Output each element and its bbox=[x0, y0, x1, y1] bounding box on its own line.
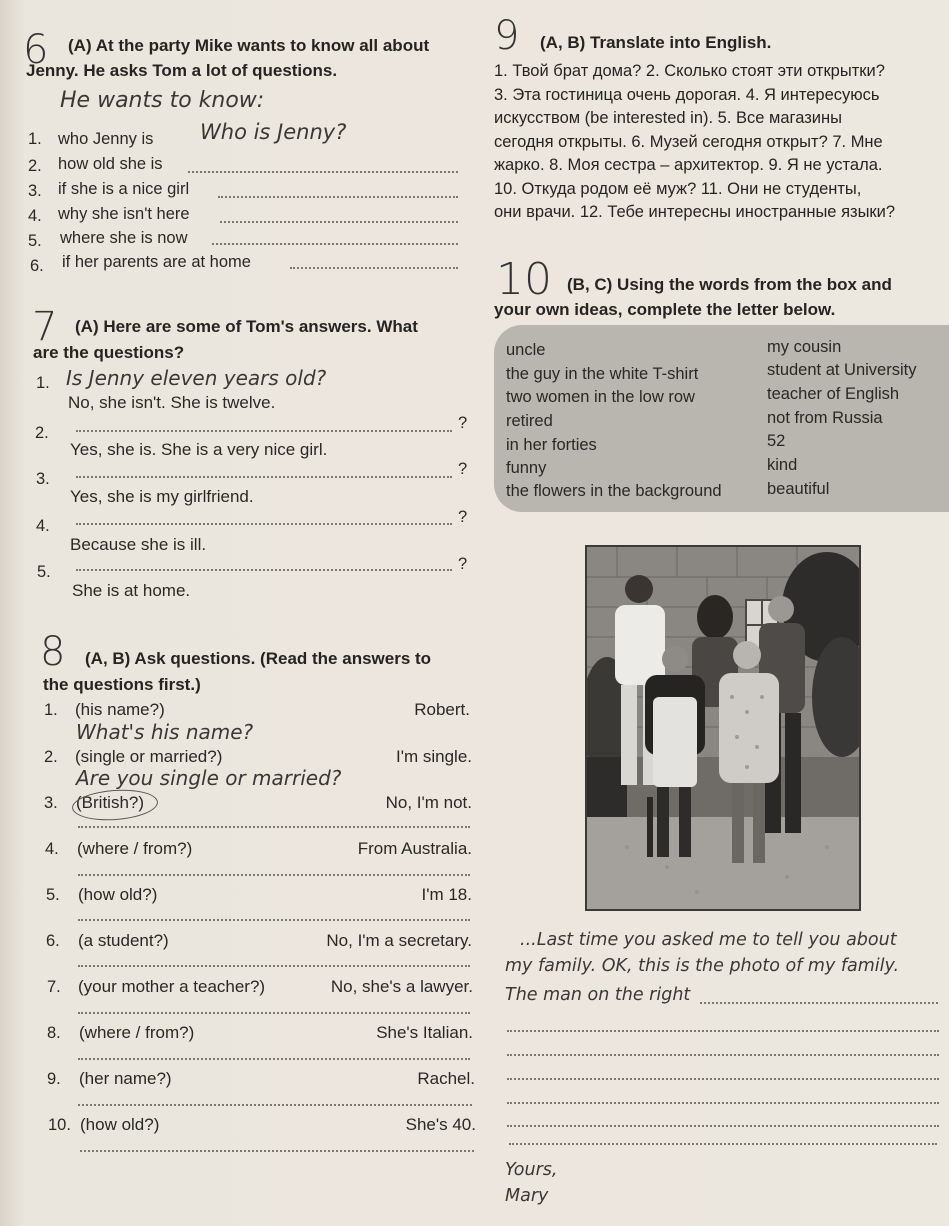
ex6-item-number: 4. bbox=[28, 207, 42, 225]
ex8-item-prompt: (your mother a teacher?) bbox=[78, 977, 266, 996]
exercise-7-heading-line2: are the questions? bbox=[33, 343, 185, 362]
ex8-item-number: 10. bbox=[48, 1116, 71, 1134]
ex6-item-answer: Who is Jenny? bbox=[200, 120, 347, 144]
exercise-9-text bbox=[494, 60, 946, 225]
ex6-item-text: if her parents are at home bbox=[62, 253, 251, 271]
ex6-item-number: 6. bbox=[30, 257, 44, 275]
exercise-8-heading-line1: (A, B) Ask questions. (Read the answers to bbox=[85, 649, 432, 668]
letter-line: my family. OK, this is the photo of my family. bbox=[505, 956, 900, 976]
word-box-item: teacher of English bbox=[767, 385, 900, 403]
ex8-item-number: 9. bbox=[47, 1070, 61, 1088]
ex8-item-prompt: (British?) bbox=[76, 793, 145, 812]
answer-line[interactable] bbox=[212, 243, 458, 245]
exercise-9-heading: (A, B) Translate into English. bbox=[540, 33, 772, 52]
word-box-item: uncle bbox=[506, 341, 546, 359]
ex6-item-number: 5. bbox=[28, 232, 42, 250]
exercise-10-heading-line2: your own ideas, complete the letter below. bbox=[494, 300, 836, 319]
answer-line[interactable] bbox=[78, 965, 470, 967]
question-mark: ? bbox=[458, 460, 468, 478]
answer-line[interactable] bbox=[78, 1104, 472, 1106]
exercise-6-heading-line1: (A) At the party Mike wants to know all about bbox=[68, 36, 430, 55]
ex6-item-text: who Jenny is bbox=[58, 130, 154, 148]
answer-line[interactable] bbox=[78, 1058, 470, 1060]
ex8-item-answer: From Australia. bbox=[357, 839, 472, 858]
word-box-item: retired bbox=[506, 412, 553, 430]
letter-line: ...Last time you asked me to tell you about bbox=[520, 930, 897, 950]
answer-line[interactable] bbox=[218, 196, 458, 198]
answer-line[interactable] bbox=[78, 919, 470, 921]
answer-line[interactable] bbox=[76, 569, 452, 571]
ex6-item-text: where she is now bbox=[60, 229, 188, 247]
ex8-item-prompt: (where / from?) bbox=[77, 839, 193, 858]
ex6-item-text: how old she is bbox=[58, 155, 163, 173]
ex7-item-number: 5. bbox=[37, 563, 51, 581]
ex7-item-answer: No, she isn't. She is twelve. bbox=[68, 393, 276, 412]
exercise-6-handwritten-intro: He wants to know: bbox=[60, 88, 265, 113]
ex8-item-number: 2. bbox=[44, 748, 58, 766]
ex6-item-text: why she isn't here bbox=[58, 205, 190, 223]
ex8-item-answer: I'm single. bbox=[396, 747, 472, 766]
letter-closing: Yours, bbox=[505, 1160, 558, 1180]
ex8-item-number: 6. bbox=[46, 932, 60, 950]
answer-line[interactable] bbox=[76, 523, 452, 525]
word-box-item: 52 bbox=[767, 432, 786, 450]
letter-answer-line[interactable] bbox=[507, 1078, 939, 1080]
answer-line[interactable] bbox=[76, 476, 452, 478]
answer-line[interactable] bbox=[290, 267, 458, 269]
ex8-item-answer: I'm 18. bbox=[421, 885, 472, 904]
letter-answer-line[interactable] bbox=[509, 1143, 937, 1145]
translation-line: искусством (be interested in). 5. Все магазины bbox=[494, 109, 842, 127]
ex6-item-number: 3. bbox=[28, 182, 42, 200]
exercise-9-number: 9 bbox=[494, 13, 520, 59]
ex7-item-number: 4. bbox=[36, 517, 50, 535]
ex7-item-answer: Because she is ill. bbox=[70, 535, 207, 554]
ex8-item-answer: No, she's a lawyer. bbox=[330, 977, 473, 996]
exercise-6-number: 6 bbox=[23, 27, 49, 73]
ex8-item-answer: She's 40. bbox=[405, 1115, 476, 1134]
ex7-item-answer: She is at home. bbox=[72, 581, 191, 600]
word-box-item: student at University bbox=[767, 361, 917, 379]
ex7-item-number: 2. bbox=[35, 424, 49, 442]
ex6-item-text: if she is a nice girl bbox=[58, 180, 190, 198]
exercise-7-heading-line1: (A) Here are some of Tom's answers. What bbox=[75, 317, 418, 336]
ex7-item-number: 3. bbox=[36, 470, 50, 488]
word-box-item: beautiful bbox=[767, 480, 830, 498]
ex7-item-question: Is Jenny eleven years old? bbox=[66, 366, 327, 390]
word-box-item: the flowers in the background bbox=[506, 482, 722, 500]
word-box-item: in her forties bbox=[506, 436, 597, 454]
ex8-item-prompt: (where / from?) bbox=[79, 1023, 195, 1042]
ex8-item-number: 5. bbox=[46, 886, 60, 904]
ex8-item-answer: No, I'm not. bbox=[385, 793, 472, 812]
ex8-item-answer: She's Italian. bbox=[376, 1023, 473, 1042]
letter-answer-line[interactable] bbox=[507, 1054, 939, 1056]
ex7-item-number: 1. bbox=[36, 374, 50, 392]
word-box-item: funny bbox=[506, 459, 547, 477]
ex7-item-answer: Yes, she is my girlfriend. bbox=[70, 487, 254, 506]
answer-line[interactable] bbox=[80, 1150, 474, 1152]
ex8-item-prompt: (her name?) bbox=[79, 1069, 172, 1088]
answer-line[interactable] bbox=[78, 1012, 470, 1014]
word-box-item: not from Russia bbox=[767, 409, 883, 427]
ex8-item-answer: No, I'm a secretary. bbox=[326, 931, 472, 950]
letter-signature: Mary bbox=[505, 1186, 549, 1206]
ex7-item-answer: Yes, she is. She is a very nice girl. bbox=[70, 440, 328, 459]
ex8-item-number: 1. bbox=[44, 701, 58, 719]
letter-line: The man on the right bbox=[505, 985, 691, 1005]
exercise-6-heading-line2: Jenny. He asks Tom a lot of questions. bbox=[26, 61, 338, 80]
question-mark: ? bbox=[458, 414, 468, 432]
ex6-item-number: 1. bbox=[28, 130, 42, 148]
answer-line[interactable] bbox=[78, 826, 470, 828]
ex8-item-number: 7. bbox=[47, 978, 61, 996]
answer-line[interactable] bbox=[220, 221, 458, 223]
word-box bbox=[494, 325, 949, 512]
word-box-item: the guy in the white T-shirt bbox=[506, 365, 699, 383]
question-mark: ? bbox=[458, 508, 468, 526]
answer-line[interactable] bbox=[78, 874, 470, 876]
answer-line[interactable] bbox=[76, 430, 452, 432]
word-box-item: kind bbox=[767, 456, 798, 474]
ex8-item-written: Are you single or married? bbox=[76, 766, 342, 790]
ex8-item-prompt: (a student?) bbox=[78, 931, 169, 950]
family-photo bbox=[585, 545, 861, 911]
ex6-item-number: 2. bbox=[28, 157, 42, 175]
ex8-item-answer: Robert. bbox=[414, 700, 470, 719]
ex8-item-number: 4. bbox=[45, 840, 59, 858]
letter-answer-line[interactable] bbox=[507, 1030, 939, 1032]
ex8-item-prompt: (how old?) bbox=[78, 885, 158, 904]
word-box-item: two women in the low row bbox=[506, 388, 695, 406]
exercise-8-number: 8 bbox=[40, 629, 66, 675]
translation-line: 10. Откуда родом её муж? 11. Они не студенты, bbox=[494, 179, 862, 198]
family-photo-drawing bbox=[587, 547, 859, 909]
answer-line[interactable] bbox=[188, 171, 458, 173]
translation-line: жарко. 8. Моя сестра – архитектор. 9. Я не устала. bbox=[494, 156, 883, 174]
question-mark: ? bbox=[458, 555, 468, 573]
ex8-item-written: What's his name? bbox=[76, 720, 254, 744]
ex8-item-prompt: (how old?) bbox=[80, 1115, 160, 1134]
ex8-item-prompt: (his name?) bbox=[75, 700, 165, 719]
translation-line: они врачи. 12. Тебе интересны иностранные языки? bbox=[494, 203, 896, 221]
letter-answer-line[interactable] bbox=[507, 1102, 939, 1104]
ex8-item-number: 8. bbox=[47, 1024, 61, 1042]
exercise-10-heading-line1: (B, C) Using the words from the box and bbox=[567, 275, 892, 294]
exercise-8-heading-line2: the questions first.) bbox=[43, 675, 201, 694]
ex8-item-answer: Rachel. bbox=[417, 1069, 475, 1088]
exercise-7-number: 7 bbox=[32, 304, 58, 350]
word-box-item: my cousin bbox=[767, 338, 842, 356]
exercise-10-number: 10 bbox=[496, 254, 552, 305]
translation-line: сегодня открыты. 6. Музей сегодня открыт? 7. Мне bbox=[494, 132, 883, 151]
translation-line: 3. Эта гостиница очень дорогая. 4. Я интересуюсь bbox=[494, 85, 880, 104]
letter-answer-line[interactable] bbox=[700, 1002, 938, 1004]
ex8-item-prompt: (single or married?) bbox=[75, 747, 223, 766]
translation-line: 1. Твой брат дома? 2. Сколько стоят эти открытки? bbox=[494, 62, 885, 80]
ex8-item-number: 3. bbox=[44, 794, 58, 812]
letter-answer-line[interactable] bbox=[507, 1125, 939, 1127]
